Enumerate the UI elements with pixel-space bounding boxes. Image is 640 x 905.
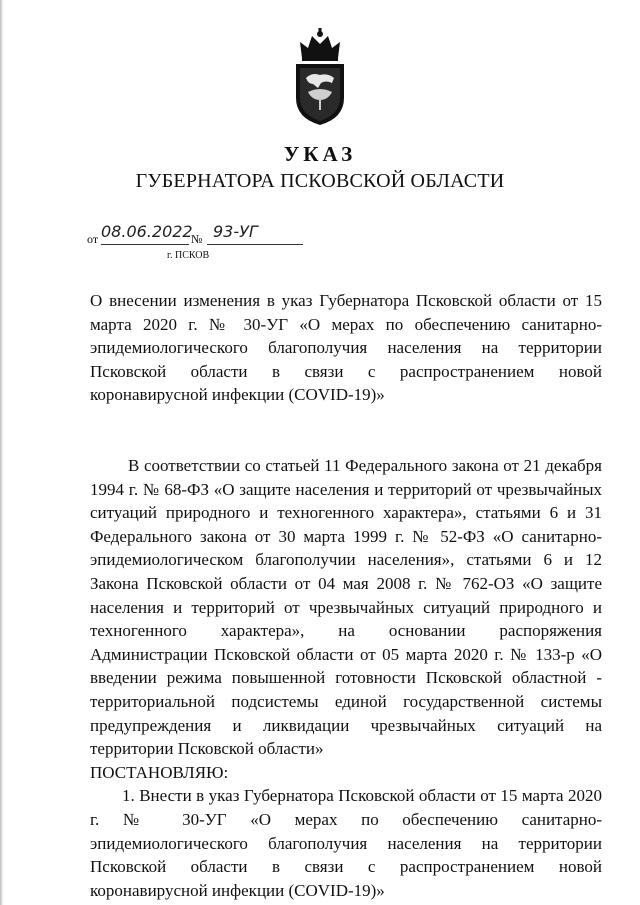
paragraph-1: В соответствии со статьей 11 Федерального закона от 21 декабря 1994 г. № 68-ФЗ «О защите населения и территорий от чрезвычайных ситуаций природного и техногенного характера», статьями 6 и 31 Федерального закона от 30 марта 1999 г. № 52-ФЗ «О санитарно-эпидемиологическом благополучии населения», статьями 6 и 12 Закона Псковской области от 04 мая 2008 г. № 762-ОЗ «О защите населения и территорий от чрезвычайных ситуаций природного и техногенного характера», на основании распоряжения Администрации Псковской области от 05 марта 2020 г. № 133-р «О введении режима повышенной готовности Псковской областной - территориальной подсистемы единой государственной системы предупреждения и ликвидации чрезвычайных ситуаций на территории Псковской области»: [90, 456, 602, 759]
item-1: 1. Внести в указ Губернатора Псковской области от 15 марта 2020 г. № 30-УГ «О мерах по обеспечению санитарно-эпидемиологического благополучия населения на территории Псковской области в связи с распространением новой коронавирусной инфекции (COVID-19)»: [90, 786, 602, 900]
scan-edge: [0, 0, 4, 905]
preamble-text: О внесении изменения в указ Губернатора Псковской области от 15 марта 2020 г. № 30-УГ «О мерах по обеспечению санитарно-эпидемиологического благополучия населения на территории Псковской области в связи с распространением новой коронавирусной инфекции (COVID-19)»: [90, 291, 602, 405]
handwritten-number: 93-УГ: [213, 222, 258, 241]
pskov-coat-of-arms-icon: [288, 28, 352, 126]
city-label: г. ПСКОВ: [167, 250, 210, 261]
document-title: УКАЗ: [283, 142, 357, 166]
document-subtitle: ГУБЕРНАТОРА ПСКОВСКОЙ ОБЛАСТИ: [135, 170, 505, 192]
number-prefix: №: [191, 232, 203, 246]
number-underline: [207, 244, 303, 245]
date-number-line: [87, 222, 307, 246]
main-body: [90, 454, 602, 902]
handwritten-date: 08.06.2022: [101, 222, 193, 241]
preamble-title: [90, 289, 602, 407]
date-prefix: от: [87, 232, 99, 246]
date-underline: [101, 244, 189, 245]
decree-word: ПОСТАНОВЛЯЮ:: [90, 762, 229, 782]
